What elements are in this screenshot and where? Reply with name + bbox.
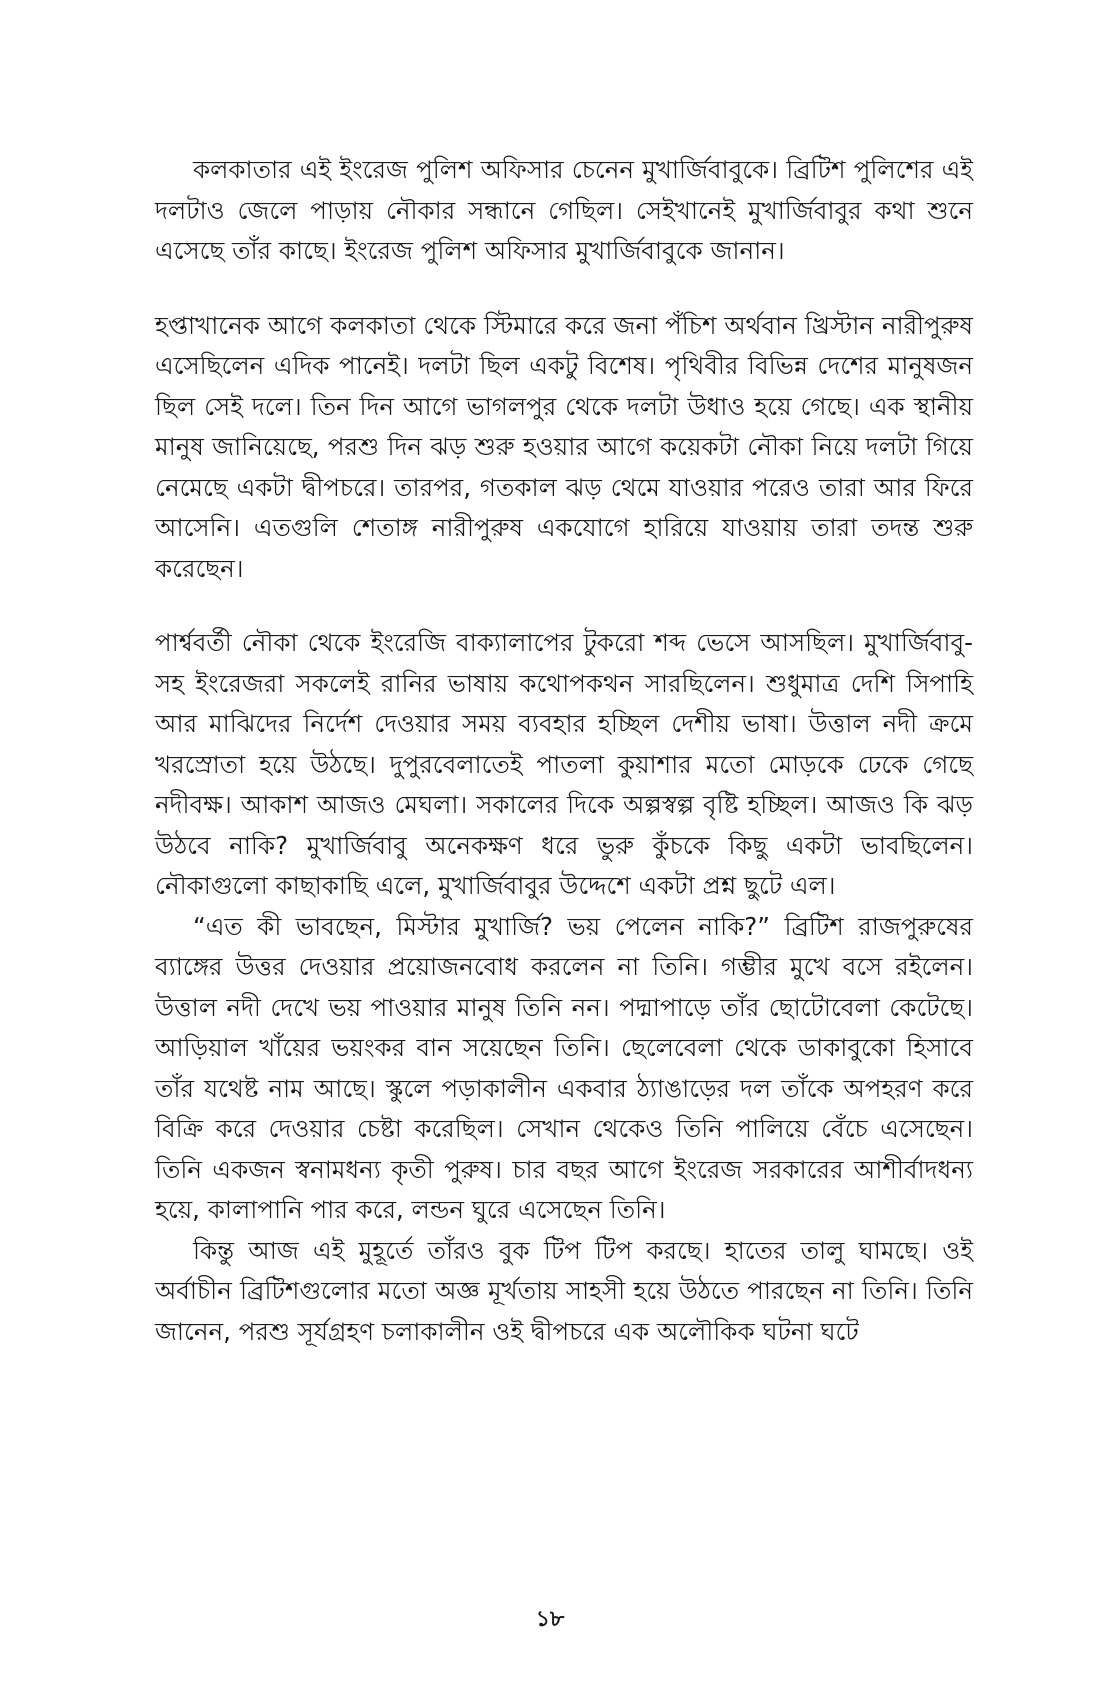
page-number: ১৮ (535, 1606, 565, 1632)
paragraph-1: কলকাতার এই ইংরেজ পুলিশ অফিসার চেনেন মুখার্জিবাবুকে। ব্রিটিশ পুলিশের এই দলটাও জেলে পাড়ায় নৌকার সন্ধানে গেছিল। সেইখানেই মুখার্জিবাবুর কথা শুনে এসেছে তাঁর কাছে। ইংরেজ পুলিশ অফিসার মুখার্জিবাবুকে জানান। (155, 155, 973, 265)
paragraph-2: হপ্তাখানেক আগে কলকাতা থেকে স্টিমারে করে জনা পঁচিশ অর্থবান খ্রিস্টান নারীপুরুষ এসেছিলেন এদিক পানেই। দলটা ছিল একটু বিশেষ। পৃথিবীর বিভিন্ন দেশের মানুষজন ছিল সেই দলে। তিন দিন আগে ভাগলপুর থেকে দলটা উধাও হয়ে গেছে। এক স্থানীয় মানুষ জানিয়েছে, পরশু দিন ঝড় শুরু হওয়ার আগে কয়েকটা নৌকা নিয়ে দলটা গিয়ে নেমেছে একটা দ্বীপচরে। তারপর, গতকাল ঝড় থেমে যাওয়ার পরেও তারা আর ফিরে আসেনি। এতগুলি শেতাঙ্গ নারীপুরুষ একযোগে হারিয়ে যাওয়ায় তারা তদন্ত শুরু করেছেন। (155, 310, 973, 583)
page-body (155, 150, 973, 1570)
paragraph-3: পার্শ্ববর্তী নৌকা থেকে ইংরেজি বাক্যালাপের টুকরো শব্দ ভেসে আসছিল। মুখার্জিবাবু-সহ ইংরেজরা সকলেই রানির ভাষায় কথোপকথন সারছিলেন। শুধুমাত্র দেশি সিপাহি আর মাঝিদের নির্দেশ দেওয়ার সময় ব্যবহার হচ্ছিল দেশীয় ভাষা। উত্তাল নদী ক্রমে খরস্রোতা হয়ে উঠছে। দুপুরবেলাতেই পাতলা কুয়াশার মতো মোড়কে ঢেকে গেছে নদীবক্ষ। আকাশ আজও মেঘলা। সকালের দিকে অল্পস্বল্প বৃষ্টি হচ্ছিল। আজও কি ঝড় উঠবে নাকি? মুখার্জিবাবু অনেকক্ষণ ধরে ভুরু কুঁচকে কিছু একটা ভাবছিলেন। নৌকাগুলো কাছাকাছি এলে, মুখার্জিবাবুর উদ্দেশে একটা প্রশ্ন ছুটে এল। (155, 628, 973, 900)
paragraph-4: “এত কী ভাবছেন, মিস্টার মুখার্জি? ভয় পেলেন নাকি?” ব্রিটিশ রাজপুরুষের ব্যাঙ্গের উত্তর দেওয়ার প্রয়োজনবোধ করলেন না তিনি। গম্ভীর মুখে বসে রইলেন। উত্তাল নদী দেখে ভয় পাওয়ার মানুষ তিনি নন। পদ্মাপাড়ে তাঁর ছোটোবেলা কেটেছে। আড়িয়াল খাঁয়ের ভয়ংকর বান সয়েছেন তিনি। ছেলেবেলা থেকে ডাকাবুকো হিসাবে তাঁর যথেষ্ট নাম আছে। স্কুলে পড়াকালীন একবার ঠ্যাঙাড়ের দল তাঁকে অপহরণ করে বিক্রি করে দেওয়ার চেষ্টা করেছিল। সেখান থেকেও তিনি পালিয়ে বেঁচে এসেছেন। তিনি একজন স্বনামধন্য কৃতী পুরুষ। চার বছর আগে ইংরেজ সরকারের আশীর্বাদধন্য হয়ে, কালাপানি পার করে, লন্ডন ঘুরে এসেছেন তিনি। (155, 911, 973, 1224)
paragraph-5: কিন্তু আজ এই মুহূর্তে তাঁরও বুক টিপ টিপ করছে। হাতের তালু ঘামছে। ওই অর্বাচীন ব্রিটিশগুলোর মতো অজ্ঞ মূর্খতায় সাহসী হয়ে উঠতে পারছেন না তিনি। তিনি জানেন, পরশু সূর্যগ্রহণ চলাকালীন ওই দ্বীপচরে এক অলৌকিক ঘটনা ঘটে (155, 1235, 973, 1346)
